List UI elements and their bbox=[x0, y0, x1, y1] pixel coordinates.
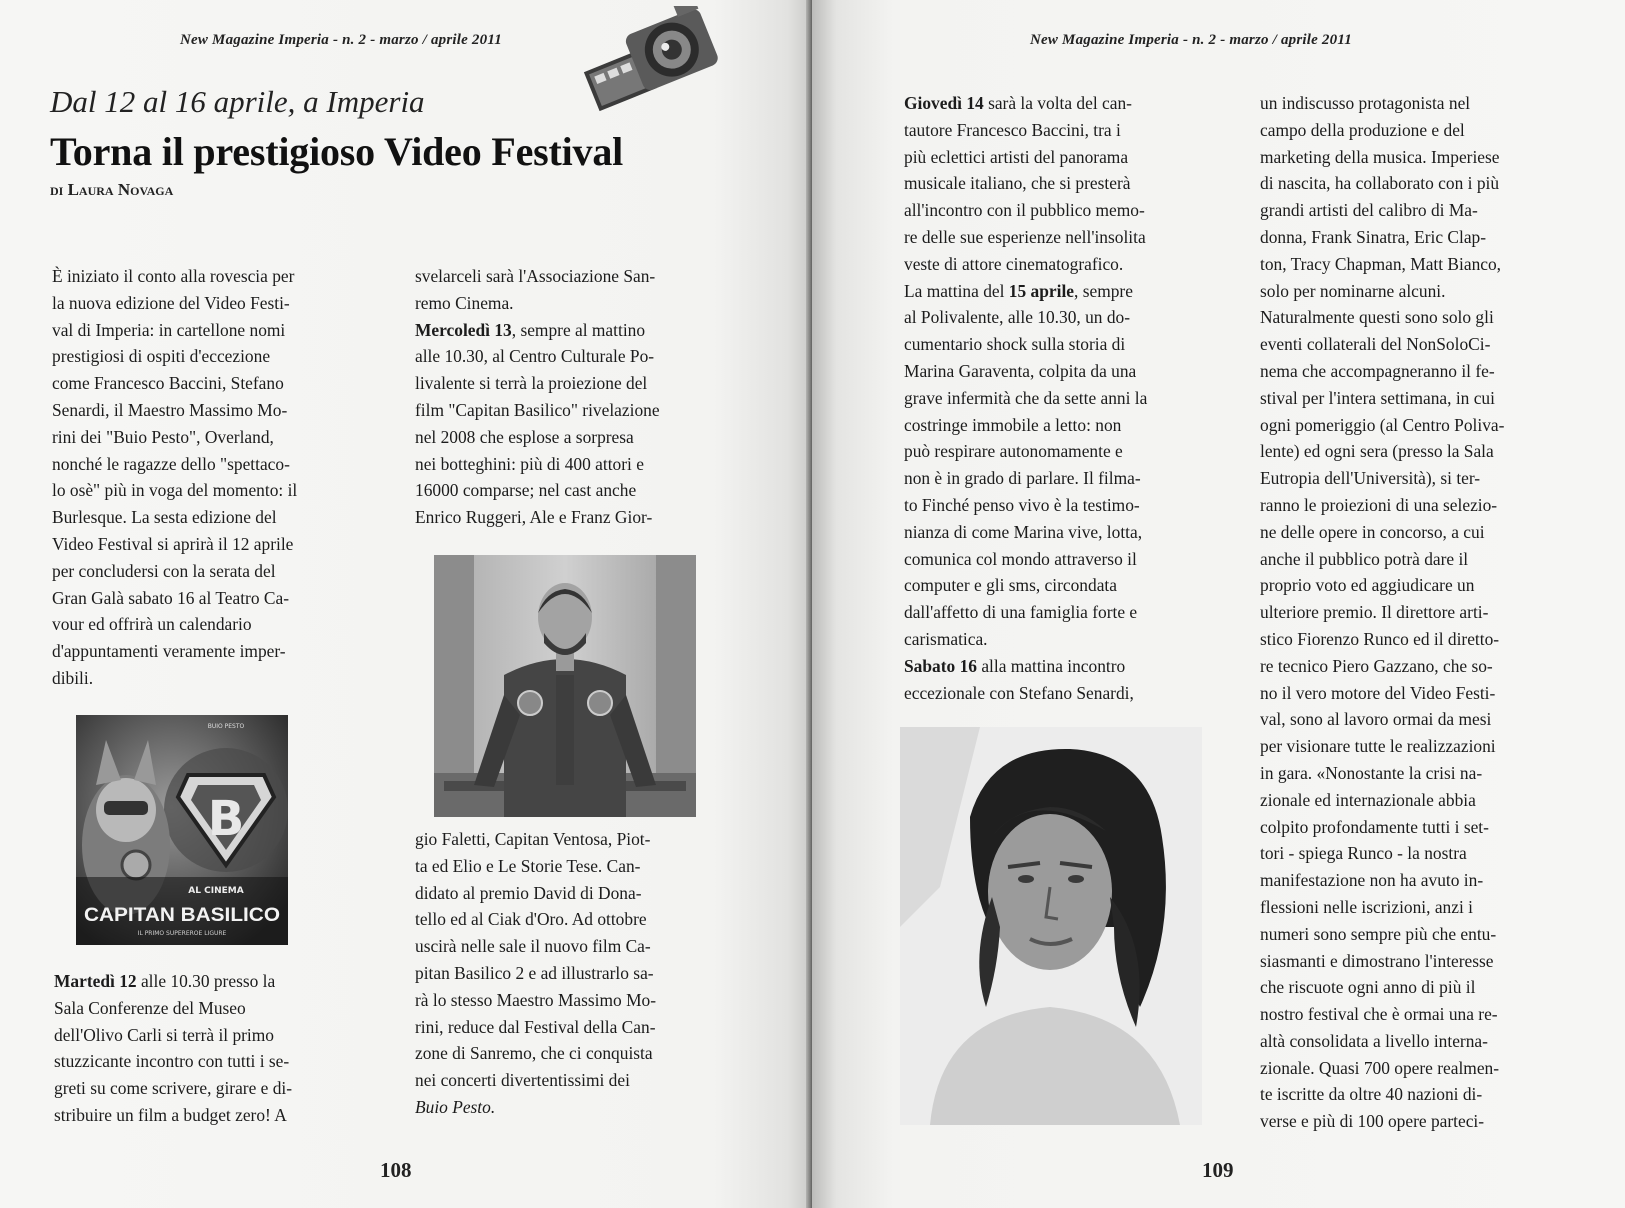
text-line: anche il pubblico potrà dare il bbox=[1260, 548, 1469, 569]
text-line: La mattina del 15 aprile, sempre bbox=[904, 280, 1133, 301]
poster-tagline: IL PRIMO SUPEREROE LIGURE bbox=[137, 930, 227, 937]
text-line: te iscritte da oltre 40 nazioni di- bbox=[1260, 1084, 1483, 1105]
column-2 bbox=[415, 263, 735, 531]
text-line: nei concerti divertentissimi dei bbox=[415, 1070, 630, 1091]
text-line: più eclettici artisti del panorama bbox=[904, 146, 1129, 167]
text-line: re delle sue esperienze nell'insolita bbox=[904, 226, 1146, 247]
text-line: lente) ed ogni sera (presso la Sala bbox=[1260, 441, 1494, 462]
text-line: Video Festival si aprirà il 12 aprile bbox=[52, 533, 294, 554]
text-line: dell'Olivo Carli si terrà il primo bbox=[54, 1024, 274, 1045]
text-line: Marina Garaventa, colpita da una bbox=[904, 360, 1137, 381]
text-line: carismatica. bbox=[904, 628, 988, 649]
text-line: computer e gli sms, circondata bbox=[904, 575, 1117, 596]
text-line: proprio voto ed aggiudicare un bbox=[1260, 575, 1475, 596]
text-line: to Finché penso vivo è la testimo- bbox=[904, 494, 1140, 515]
text-line: grave infermità che da sette anni la bbox=[904, 387, 1148, 408]
text-line: verse e più di 100 opere parteci- bbox=[1260, 1111, 1485, 1132]
text-line: lo osè" più in voga del momento: il bbox=[52, 480, 298, 501]
article-headline: Torna il prestigioso Video Festival bbox=[50, 129, 624, 174]
text-line: Martedì 12 alle 10.30 presso la bbox=[54, 971, 276, 991]
article-kicker: Dal 12 al 16 aprile, a Imperia bbox=[50, 84, 425, 119]
text-line: Burlesque. La sesta edizione del bbox=[52, 507, 277, 528]
text-line: dibili. bbox=[52, 667, 94, 688]
text-line: stival per l'intera settimana, in cui bbox=[1260, 387, 1495, 408]
text-line: eccezionale con Stefano Senardi, bbox=[904, 682, 1134, 703]
portrait-photo-icon bbox=[434, 555, 696, 817]
text-line: ogni pomeriggio (al Centro Poliva- bbox=[1260, 414, 1505, 435]
text-line: solo per nominarne alcuni. bbox=[1260, 280, 1446, 301]
text-line: altà consolidata a livello interna- bbox=[1260, 1030, 1488, 1051]
text-line: stribuire un film a budget zero! A bbox=[54, 1104, 287, 1125]
text-line: pitan Basilico 2 e ad illustrarlo sa- bbox=[415, 962, 654, 983]
text-line: stico Fiorenzo Runco ed il diretto- bbox=[1260, 628, 1500, 649]
text-line: donna, Frank Sinatra, Eric Clap- bbox=[1260, 226, 1487, 247]
text-line: ta ed Elio e Le Storie Tese. Can- bbox=[415, 855, 641, 876]
column-2-continued bbox=[415, 826, 735, 1121]
text-line: d'appuntamenti veramente imper- bbox=[52, 641, 286, 662]
text-line: per visionare tutte le realizzazioni bbox=[1260, 736, 1496, 757]
text-line: all'incontro con il pubblico memo- bbox=[904, 200, 1145, 221]
text-line: numeri sono sempre più che entu- bbox=[1260, 923, 1497, 944]
text-line: nel 2008 che esplose a sorpresa bbox=[415, 426, 634, 447]
text-line: Senardi, il Maestro Massimo Mo- bbox=[52, 399, 288, 420]
text-line: nema che accompagneranno il fe- bbox=[1260, 360, 1495, 381]
column-1 bbox=[52, 263, 372, 692]
text-line: rini, reduce dal Festival della Can- bbox=[415, 1016, 656, 1037]
text-line: Buio Pesto. bbox=[415, 1096, 496, 1117]
poster-title: CAPITAN BASILICO bbox=[84, 905, 280, 926]
text-line: rini dei "Buio Pesto", Overland, bbox=[52, 426, 274, 447]
text-line: svelarceli sarà l'Associazione San- bbox=[415, 266, 656, 286]
text-line: rà lo stesso Maestro Massimo Mo- bbox=[415, 989, 657, 1010]
text-line: ton, Tracy Chapman, Matt Bianco, bbox=[1260, 253, 1502, 274]
text-line: alle 10.30, al Centro Culturale Po- bbox=[415, 346, 655, 367]
text-line: re tecnico Piero Gazzano, che so- bbox=[1260, 655, 1493, 676]
text-line: in gara. «Nonostante la crisi na- bbox=[1260, 762, 1483, 783]
text-line: Giovedì 14 sarà la volta del can- bbox=[904, 93, 1132, 113]
text-line: no il vero motore del Video Festi- bbox=[1260, 682, 1496, 703]
text-line: Eutropia dell'Università), si ter- bbox=[1260, 468, 1481, 489]
text-line: nostro festival che è ormai una re- bbox=[1260, 1004, 1498, 1025]
text-line: uscirà nelle sale il nuovo film Ca- bbox=[415, 936, 651, 957]
text-line: livalente si terrà la proiezione del bbox=[415, 373, 648, 394]
text-line: nonché le ragazze dello "spettaco- bbox=[52, 453, 290, 474]
column-1-continued bbox=[54, 968, 374, 1129]
text-line: un indiscusso protagonista nel bbox=[1260, 93, 1471, 113]
page-number-right: 109 bbox=[1202, 1158, 1234, 1182]
page-number-left: 108 bbox=[380, 1158, 412, 1182]
text-line: la nuova edizione del Video Festi- bbox=[52, 292, 290, 313]
text-line: Sabato 16 alla mattina incontro bbox=[904, 655, 1126, 676]
text-line: comunica col mondo attraverso il bbox=[904, 548, 1137, 569]
text-line: per concludersi con la serata del bbox=[52, 560, 276, 581]
text-line: Sala Conferenze del Museo bbox=[54, 997, 246, 1018]
running-head: New Magazine Imperia - n. 2 - marzo / aprile 2011 bbox=[1030, 32, 1352, 48]
text-line: Naturalmente questi sono solo gli bbox=[1260, 307, 1494, 328]
text-line: gio Faletti, Capitan Ventosa, Piot- bbox=[415, 829, 651, 849]
text-line: nei botteghini: più di 400 attori e bbox=[415, 453, 644, 474]
right-page bbox=[812, 0, 1625, 1208]
running-head: New Magazine Imperia - n. 2 - marzo / aprile 2011 bbox=[180, 32, 502, 48]
text-line: tello ed al Ciak d'Oro. Ad ottobre bbox=[415, 909, 647, 930]
camera-clipart-icon bbox=[575, 6, 740, 116]
text-line: zionale. Quasi 700 opere realmen- bbox=[1260, 1057, 1500, 1078]
left-page bbox=[0, 0, 812, 1208]
text-line: non è in grado di parlare. Il filma- bbox=[904, 468, 1141, 489]
text-line: ne delle opere in concorso, a cui bbox=[1260, 521, 1485, 542]
text-line: campo della produzione e del bbox=[1260, 119, 1465, 140]
text-line: film "Capitan Basilico" rivelazione bbox=[415, 399, 660, 420]
poster-subtitle: AL CINEMA bbox=[188, 886, 244, 896]
text-line: Mercoledì 13, sempre al mattino bbox=[415, 319, 646, 340]
text-line: cumentario shock sulla storia di bbox=[904, 334, 1126, 355]
text-line: greti su come scrivere, girare e di- bbox=[54, 1078, 293, 1099]
text-line: zone di Sanremo, che ci conquista bbox=[415, 1043, 653, 1064]
text-line: costringe immobile a letto: non bbox=[904, 414, 1122, 435]
text-line: È iniziato il conto alla rovescia per bbox=[52, 266, 295, 286]
text-line: che riscuote ogni anno di più il bbox=[1260, 977, 1476, 998]
text-line: flessioni nelle iscrizioni, anzi i bbox=[1260, 896, 1473, 917]
column-3 bbox=[904, 90, 1224, 706]
text-line: siasmanti e dimostrano l'interesse bbox=[1260, 950, 1494, 971]
text-line: musicale italiano, che si presterà bbox=[904, 173, 1131, 194]
text-line: nianza di come Marina vive, lotta, bbox=[904, 521, 1143, 542]
text-line: ulteriore premio. Il direttore arti- bbox=[1260, 602, 1489, 623]
text-line: remo Cinema. bbox=[415, 292, 514, 313]
article-byline: di Laura Novaga bbox=[50, 180, 174, 199]
text-line: di nascita, ha collaborato con i più bbox=[1260, 173, 1500, 194]
text-line: tori - spiega Runco - la nostra bbox=[1260, 843, 1467, 864]
svg-text:B: B bbox=[207, 791, 245, 847]
capitan-basilico-poster bbox=[76, 715, 288, 945]
text-line: zionale ed internazionale abbia bbox=[1260, 789, 1476, 810]
text-line: può respirare autonomamente e bbox=[904, 441, 1123, 462]
text-line: dall'affetto di una famiglia forte e bbox=[904, 602, 1138, 623]
text-line: manifestazione non ha avuto in- bbox=[1260, 870, 1484, 891]
text-line: didato al premio David di Dona- bbox=[415, 882, 642, 903]
text-line: ranno le proiezioni di una selezio- bbox=[1260, 494, 1498, 515]
photo-francesco-baccini bbox=[900, 727, 1202, 1125]
text-line: prestigiosi di ospiti d'eccezione bbox=[52, 346, 271, 367]
text-line: Enrico Ruggeri, Ale e Franz Gior- bbox=[415, 507, 653, 528]
text-line: grandi artisti del calibro di Ma- bbox=[1260, 200, 1478, 221]
portrait-photo-icon bbox=[900, 727, 1202, 1125]
photo-man-in-jumpsuit bbox=[434, 555, 696, 817]
text-line: Gran Galà sabato 16 al Teatro Ca- bbox=[52, 587, 290, 608]
text-line: colpito profondamente tutti i set- bbox=[1260, 816, 1489, 837]
text-line: stuzzicante incontro con tutti i se- bbox=[54, 1051, 290, 1072]
text-line: al Polivalente, alle 10.30, un do- bbox=[904, 307, 1131, 328]
text-line: vour ed offrirà un calendario bbox=[52, 614, 252, 635]
text-line: 16000 comparse; nel cast anche bbox=[415, 480, 637, 501]
text-line: veste di attore cinematografico. bbox=[904, 253, 1124, 274]
text-line: marketing della musica. Imperiese bbox=[1260, 146, 1500, 167]
poster-top-text: BUIO PESTO bbox=[207, 723, 245, 730]
column-4 bbox=[1260, 90, 1590, 1135]
text-line: val di Imperia: in cartellone nomi bbox=[52, 319, 286, 340]
text-line: tautore Francesco Baccini, tra i bbox=[904, 119, 1121, 140]
text-line: val, sono al lavoro ormai da mesi bbox=[1260, 709, 1492, 730]
text-line: eventi collaterali del NonSoloCi- bbox=[1260, 334, 1491, 355]
poster-artwork-icon bbox=[76, 715, 288, 945]
text-line: come Francesco Baccini, Stefano bbox=[52, 373, 284, 394]
